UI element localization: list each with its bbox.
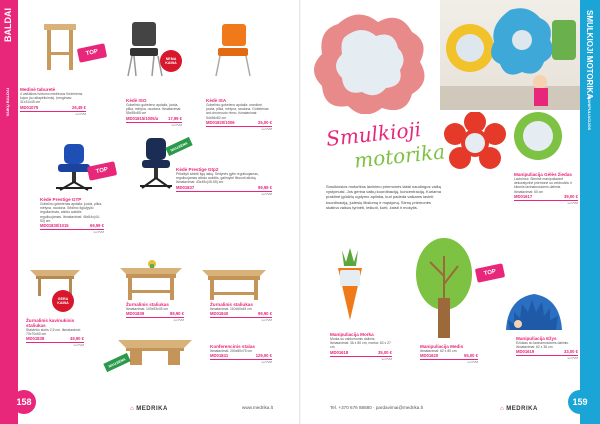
right-section-band [580,0,600,424]
vat-label: su PVM [467,360,478,365]
product-desc: Išmatavimai: 62 x 80 cm [420,349,457,353]
brand-logo-right [500,406,538,412]
product-price: 49,90 € [70,336,84,342]
product-name: Žurnalinis staliukas [126,302,169,307]
logo-icon: ⌂ [500,406,507,412]
product-price: 69,99 € [90,223,104,229]
vat-label: su PVM [261,126,272,131]
product-name: Manipuliacija Gėlės žiedas [514,172,572,177]
chair-isa-image [208,22,258,78]
vat-label: su PVM [75,111,86,116]
product-desc: Išmatavimai: 100x53x45 cm [126,307,169,311]
product-code: MD01619 [516,349,535,355]
vat-label: su PVM [171,122,182,127]
vat-label: su PVM [261,191,272,196]
product-desc: Gobelinio gobeleno apdaila, juoda, pilka, mėlyna, raudona. Išmatavimai: 55x55x85 cm [126,103,182,116]
product-name: Medinė taburetė [20,87,56,92]
product-name: Žurnalinis staliukas [210,302,253,307]
product-desc: Ežiukas su lavinamosiomis dalimis. Išmatavimai: 62 x 36 cm [516,341,569,350]
vat-label: su PVM [261,360,272,365]
contacts: Tel. +370 676 88680 · pardavimai@medrika.lt [330,405,423,410]
brand-name: MEDRIKA [506,406,538,412]
tree-image [414,236,474,342]
product-code: MD01075 [20,104,39,110]
vat-label: su PVM [381,356,392,361]
website-link[interactable]: www.medrika.lt [242,405,273,410]
top-badge: TOP [87,161,117,181]
product-name: Manipuliacija Ežys [516,336,557,341]
vat-label: su PVM [93,230,104,235]
left-section-title: BALDAI [3,8,13,42]
product-code: MD01815/1005/a [126,115,159,121]
right-section-title: SMULKIOJI MOTORIKA [585,10,594,100]
page-number-left: 158 [12,390,36,414]
page-spine [299,0,301,424]
brand-logo-left [130,406,168,412]
product-price: 39,00 € [564,193,578,199]
product-name: Manipuliacija Morka [330,332,374,337]
logo-icon: ⌂ [130,406,137,412]
product-code: MD01840 [210,311,229,317]
product-price: 26,49 € [72,104,86,110]
product-price: 25,00 € [258,119,272,125]
left-section-band [0,0,18,424]
red-flower-image [440,112,510,174]
product-code: MD01617 [514,193,533,199]
product-name: Kėdė Prestige Gtp2 [176,167,219,172]
chair-iso-image [122,20,168,78]
product-name: Konferencinis stalas [210,344,255,349]
vat-label: su PVM [567,356,578,361]
good-price-seal: GERA KAINA [52,290,74,312]
new-badge: NAUJIENA [103,353,130,372]
product-code: MD01618 [330,349,349,355]
product-desc: Pritaikyti sėdėti ilgą laiką. Sėdynės gylis reguliuojamas, reguliuojamas atlošo aukštis, galimybė fiksuoti atlošą. Išmatavimai: 43x45x(45-55) cm [176,172,259,185]
cloud-mirror-image [308,4,428,114]
vat-label: su PVM [261,318,272,323]
product-desc: Išmatavimai: 200x80x75 cm [210,349,253,353]
product-price: 55,00 € [464,353,478,359]
product-code: MD01620 [420,353,439,359]
product-desc: Stalviršio storis 2,5 cm. Išmatavimai: 70x70x50 cm [26,328,81,337]
product-desc: 4 vaikiškos tvirtumo medienos Kedrinėms kojos (su atlapėlis/mis). Įrengimas: 31x31x45 cm [20,92,83,105]
product-price: 17,99 € [168,115,182,121]
top-badge: TOP [475,263,505,283]
vat-label: su PVM [567,200,578,205]
product-desc: Morka su valdomomis dalimis. Išmatavimai: 36 x 80 cm, morka: 63 x 27 cm [330,337,391,350]
product-price: 33,00 € [564,349,578,355]
product-code: MD01830/1015 [40,223,69,229]
brand-name: MEDRIKA [136,406,168,412]
product-price: 99,90 € [258,311,272,317]
product-code: MD01839 [126,311,145,317]
product-price: 89,90 € [170,311,184,317]
product-name: Žurnalinis kavinukinis staliukas [26,318,75,328]
product-price: 129,00 € [255,353,272,359]
vat-label: su PVM [73,343,84,348]
intro-paragraph: Smulkiosios motorikos lavinimo priemonės labai naudingos vaikų vystymuisi. Jos gerina vaikų koordinaciją, koncentraciją. Kuriama praktinė įgūdžių ugdymo aplinka, kuri padeda vaikams lavinti koordinaciją, judesių tikslumą ir mąstymą. Sienų priemonės skatina vaikus tyrinėti, ieškoti, kurti, žaisti ir mokytis. [326,184,441,210]
product-name: Kėdė Prestige GTP [40,197,82,202]
coffee-table-2-image [196,262,272,302]
wall-photo [440,0,580,110]
page-title-line1: Smulkioji [325,117,423,151]
product-code: MD01837 [176,184,195,190]
product-name: Kėdė ISO [126,98,147,103]
product-code: MD01820/1006 [206,119,235,125]
carrot-image [332,246,368,322]
chair-prestige-gtp2-image [136,136,176,190]
page-title-line2: motorika [352,139,447,173]
product-price: 35,00 € [378,349,392,355]
product-code: MD01838 [26,336,45,342]
new-badge: NAUJIENA [165,137,192,156]
coffee-table-image [114,256,188,304]
page-number-right: 159 [568,390,592,414]
product-desc: Gobelino gobelenas apdaila: juoda, pilka, mėlyna, raudona. Sėdimo ilgio/gylio reguliavimas, atlošo aukštis reguliuojamas. Išmatavimai: 46x54x(44-53) cm [40,202,103,223]
green-flower-image [508,106,568,166]
good-price-seal: NEMA KAINA [160,50,182,72]
stool-image [40,14,80,74]
left-section-subtitle: VAIKŲ BALDAI [5,88,10,117]
product-desc: Gobelinio gobeleno apdaila: oranžinė, juoda, pilka, mėlyna, raudona. Gobelenas ant chromuoto rėmo. Išmatavimai: 54x56x82 cm [206,103,269,120]
product-desc: Lavinimui. Sieninė manipuliacinė dekoratyvinė priemonė su veidrodžiu ir kitomis lavinamosiomis dalimis. Išmatavimai: 60 cm [514,177,573,194]
product-name: Kėdė ISA [206,98,227,103]
right-section-subtitle: MANIPULIACIJOS [587,96,592,131]
vat-label: su PVM [173,318,184,323]
hedgehog-image [502,290,566,334]
product-name: Manipuliacija Medis [420,344,464,349]
product-code: MD01841 [210,353,229,359]
product-price: 99,99 € [258,184,272,190]
top-badge: TOP [77,43,107,63]
product-desc: Išmatavimai: 110x60x45 cm [210,307,252,311]
